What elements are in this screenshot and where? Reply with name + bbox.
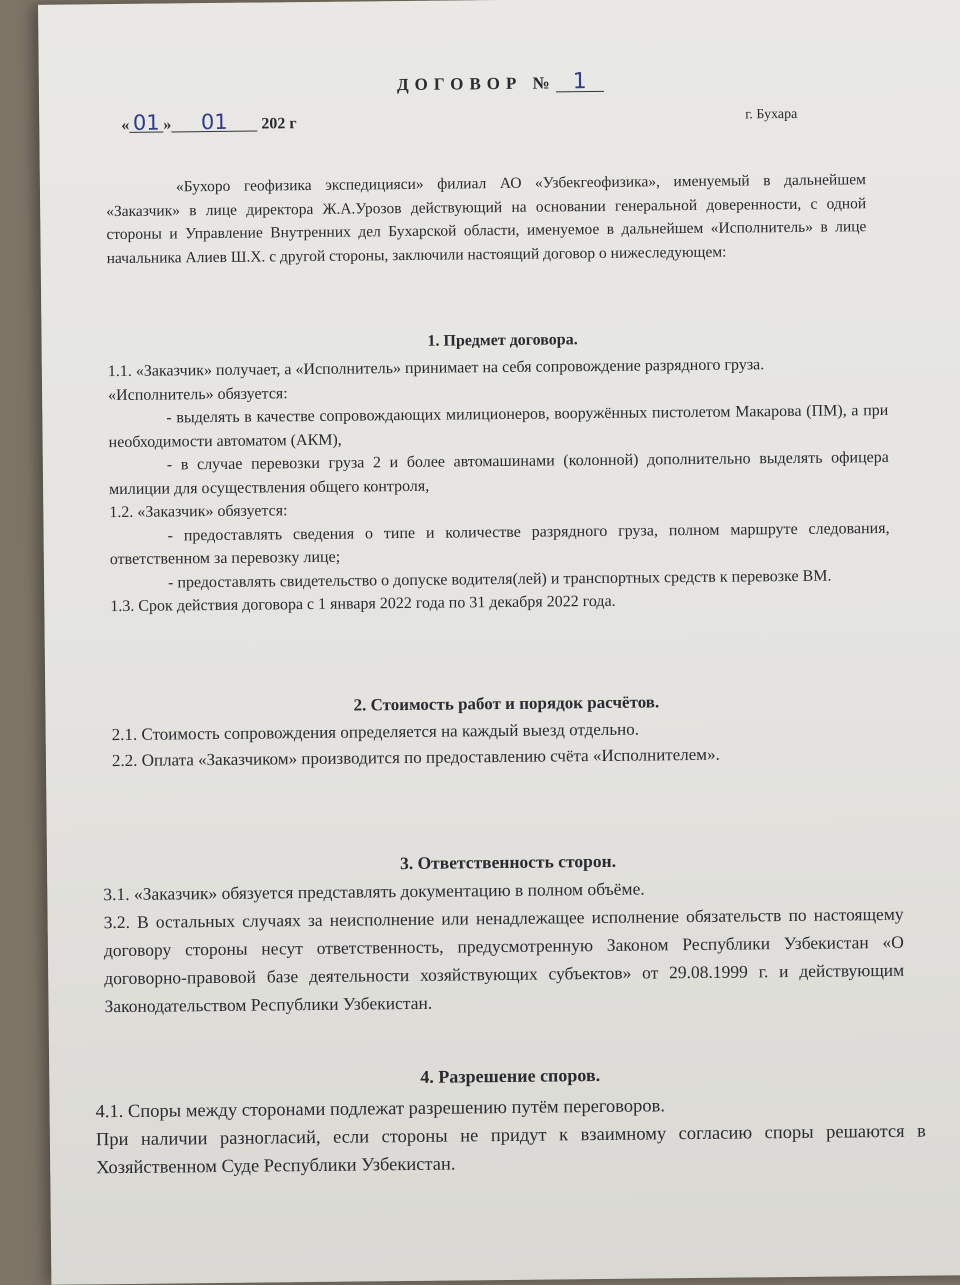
clause-3-1: 3.1. «Заказчик» обязуется представлять документацию в полном объёме.	[103, 878, 645, 905]
executor-obligation-2: - в случае перевозки груза 2 и более автомашинами (колонной) дополнительно выделять офицера милиции для осуществления общего контроля,	[109, 448, 889, 498]
section-1-heading: 1. Предмет договора.	[427, 331, 578, 350]
preamble-text: «Бухоро геофизика экспедицияси» филиал АО «Узбекгеофизика», именуемый в дальнейшем «Заказчик» в лице директора Ж.А.Урозов действующий на основании генеральной доверенности, с одной стороны и Управление Внутренних дел Бухарской области, именуемое в дальнейшем «Исполнитель» в лице начальника Алиев Ш.Х. с другой стороны, заключили настоящий договор о нижеследующем:	[106, 171, 867, 267]
customer-obligation-1: - предоставлять сведения о типе и количестве разрядного груза, полном маршруте следования, ответственном за перевозку лице;	[109, 519, 890, 569]
section-4-heading: 4. Разрешение споров.	[420, 1065, 601, 1087]
clause-1-2: 1.2. «Заказчик» обязуется:	[109, 502, 288, 522]
contract-number-handwritten: 1	[556, 73, 604, 93]
section-2-heading: 2. Стоимость работ и порядок расчётов.	[353, 692, 660, 715]
date-day-handwritten: 01	[129, 114, 163, 133]
date-close-quote: »	[163, 116, 172, 134]
document-title	[396, 69, 604, 95]
executor-obligation-1: - выделять в качестве сопровождающих милиционеров, вооружённых пистолетом Макарова (ПМ), а при необходимости автоматом (АКМ),	[108, 401, 889, 451]
section-1-body	[108, 352, 891, 619]
clause-3-2: 3.2. В остальных случаях за неисполнение или ненадлежащее исполнение обязательств по настоящему договору стороны несут ответственность, предусмотренную Законом Республики Узбекистан «О договорно-правовой базе деятельности хозяйствующих субъектов» от 29.08.1999 г. и действующим Законодательством Республики Узбекистан.	[103, 903, 905, 1017]
clause-4-1: 4.1. Споры между сторонами подлежат разрешению путём переговоров.	[95, 1096, 666, 1123]
clause-1-3: 1.3. Срок действия договора с 1 января 2022 года по 31 декабря 2022 года.	[110, 592, 616, 616]
preamble	[106, 168, 867, 270]
section-3-heading: 3. Ответственность сторон.	[399, 850, 617, 874]
date-open-quote: «	[121, 116, 130, 134]
contract-date	[121, 109, 297, 135]
city-label: г. Бухара	[745, 106, 798, 123]
date-month-handwritten: 01	[171, 113, 257, 133]
section-3-body	[103, 872, 904, 1020]
dispute-resolution-text: При наличии разногласий, если стороны не придут к взаимному согласию споры решаются в Хозяйственном Суде Республики Узбекистан.	[95, 1121, 926, 1179]
date-year: 202 г	[261, 115, 297, 133]
executor-obligations-label: «Исполнитель» обязуется:	[108, 384, 288, 404]
title-prefix: ДОГОВОР №	[396, 73, 556, 95]
customer-obligation-2: - предоставлять свидетельство о допуске водителя(лей) и транспортных средств к перевозке ВМ.	[167, 567, 832, 591]
contract-page	[38, 0, 960, 1285]
clause-2-2: 2.2. Оплата «Заказчиком» производится по предоставлению счёта «Исполнителем».	[111, 744, 720, 771]
clause-1-1: 1.1. «Заказчик» получает, а «Исполнитель» принимает на себя сопровождение разрядного груза.	[107, 356, 765, 381]
section-4-body	[95, 1090, 926, 1183]
section-2-body	[112, 714, 893, 774]
clause-2-1: 2.1. Стоимость сопровождения определяется на каждый выезд отдельно.	[111, 719, 639, 745]
